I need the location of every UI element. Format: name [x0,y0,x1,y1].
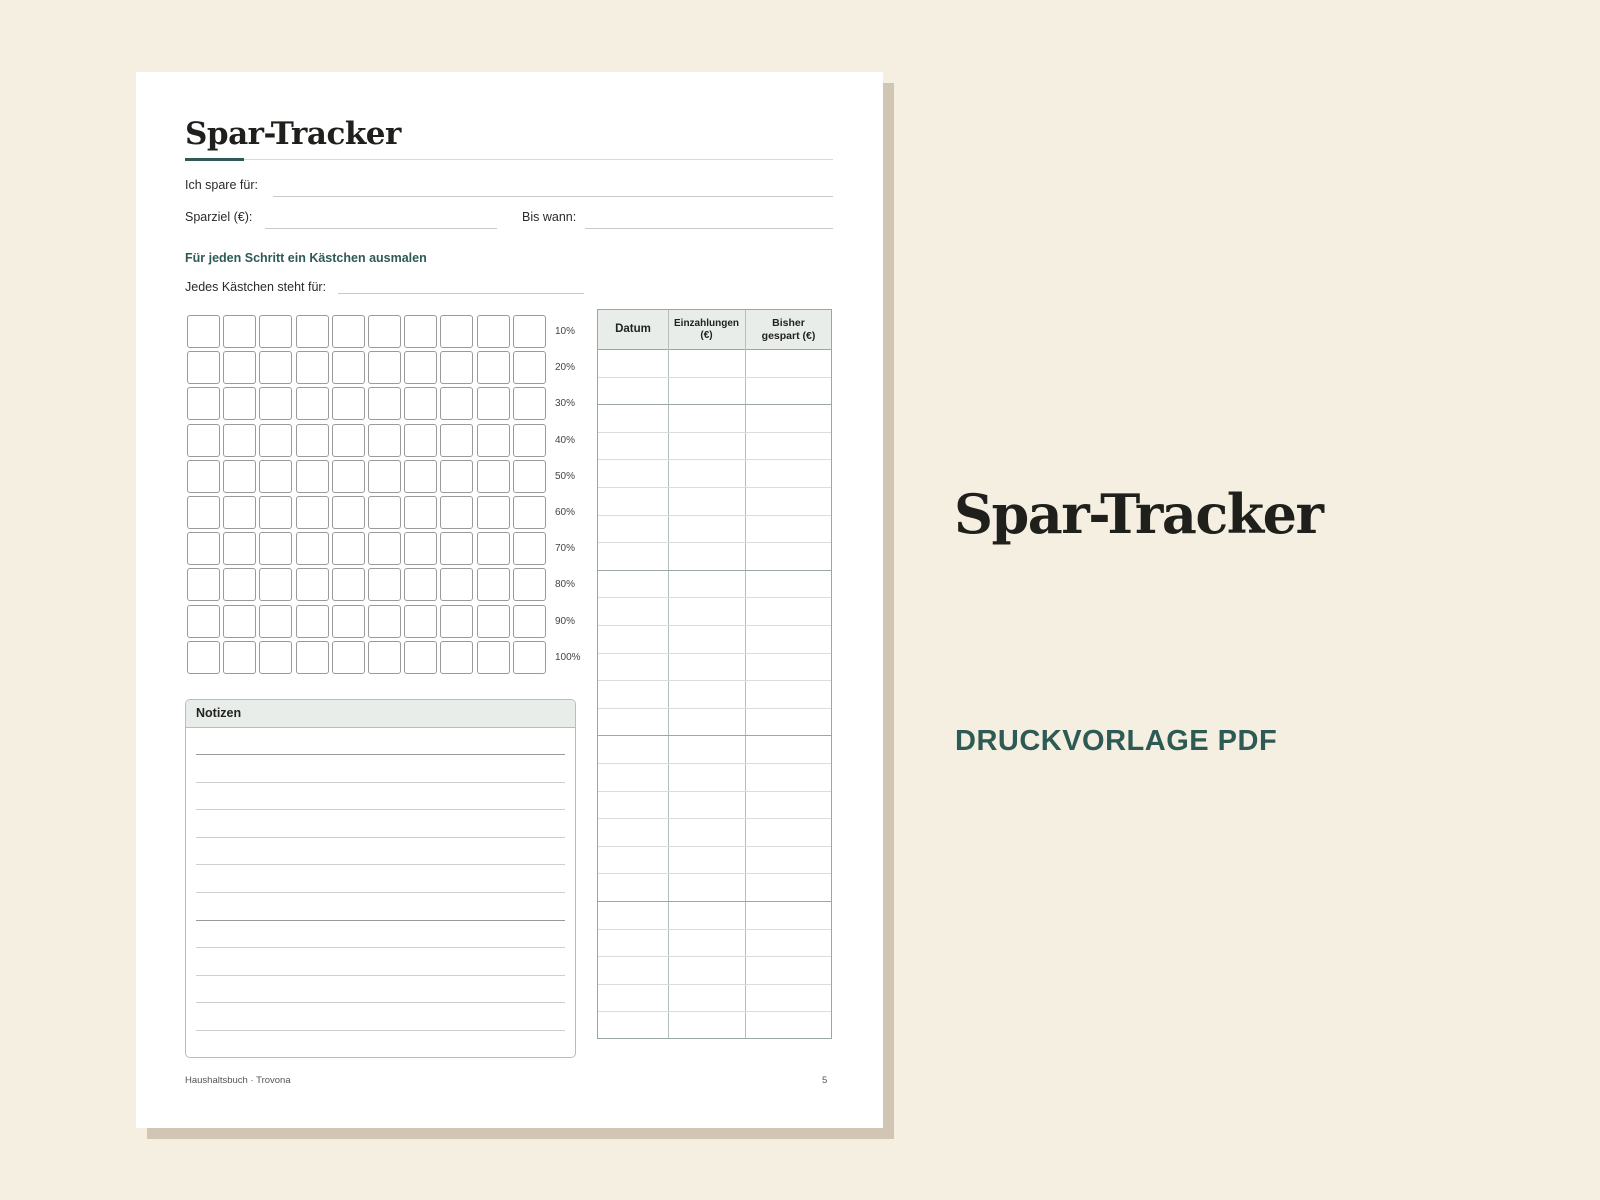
savings-box[interactable] [296,605,329,638]
box-value-line [338,293,584,294]
savings-box[interactable] [513,568,546,601]
savings-box[interactable] [332,351,365,384]
percent-label: 70% [555,543,576,555]
ledger-row-line [598,763,831,764]
savings-box[interactable] [404,351,437,384]
savings-box-grid [187,315,546,674]
ledger-row-line [598,1011,831,1012]
savings-box[interactable] [259,568,292,601]
percent-label: 80% [555,579,576,591]
savings-box[interactable] [259,424,292,457]
savings-box[interactable] [440,532,473,565]
ledger-row-line [598,597,831,598]
savings-box[interactable] [187,424,220,457]
percent-label: 30% [555,398,576,410]
savings-box[interactable] [223,315,256,348]
savings-box[interactable] [223,641,256,674]
instruction-heading: Für jeden Schritt ein Kästchen ausmalen [185,251,427,265]
savings-box[interactable] [368,387,401,420]
savings-box[interactable] [187,496,220,529]
savings-box[interactable] [187,568,220,601]
ledger-row-line [598,873,831,874]
savings-box[interactable] [296,460,329,493]
savings-box[interactable] [477,532,510,565]
savings-box[interactable] [368,532,401,565]
title-rule [185,159,833,160]
savings-box[interactable] [477,568,510,601]
page-number: 5 [822,1075,828,1086]
percent-label: 40% [555,434,576,446]
savings-box[interactable] [223,460,256,493]
savings-box[interactable] [296,387,329,420]
savings-box[interactable] [332,496,365,529]
savings-box[interactable] [259,641,292,674]
deadline-label: Bis wann: [522,210,577,224]
savings-box[interactable] [477,315,510,348]
savings-box[interactable] [404,641,437,674]
savings-box[interactable] [187,387,220,420]
goal-line [265,228,497,229]
savings-box[interactable] [440,315,473,348]
savings-box[interactable] [223,351,256,384]
page-title: Spar-Tracker [185,116,401,152]
savings-box[interactable] [440,568,473,601]
savings-box[interactable] [513,351,546,384]
savings-box[interactable] [513,460,546,493]
ledger-row-line [598,653,831,654]
ledger-row-line [598,680,831,681]
ledger-row-line [598,901,831,902]
savings-box[interactable] [477,641,510,674]
savings-box[interactable] [259,532,292,565]
ledger-row-line [598,570,831,571]
percent-label: 20% [555,362,576,374]
savings-box[interactable] [404,568,437,601]
column-header-deposits: Einzahlungen (€) [674,318,739,341]
savings-box[interactable] [332,387,365,420]
savings-box[interactable] [296,641,329,674]
ledger-row-line [598,984,831,985]
savings-box[interactable] [440,460,473,493]
ledger-row-line [598,735,831,736]
ledger-row-line [598,542,831,543]
promo-subtitle: DRUCKVORLAGE PDF [955,725,1278,757]
savings-box[interactable] [332,532,365,565]
savings-box[interactable] [440,351,473,384]
notes-box [185,699,576,1058]
note-line [196,947,565,948]
savings-box[interactable] [296,351,329,384]
savings-box[interactable] [513,315,546,348]
savings-box[interactable] [223,568,256,601]
ledger-row-line [598,515,831,516]
savings-box[interactable] [187,315,220,348]
savings-box[interactable] [404,532,437,565]
note-line [196,754,565,755]
savings-box[interactable] [440,641,473,674]
note-line [196,864,565,865]
savings-box[interactable] [440,496,473,529]
percent-label: 10% [555,326,576,337]
savings-box[interactable] [296,496,329,529]
note-line [196,782,565,783]
savings-box[interactable] [332,424,365,457]
savings-box[interactable] [259,460,292,493]
savings-box[interactable] [259,496,292,529]
savings-box[interactable] [440,387,473,420]
ledger-table [597,309,832,1039]
saving-for-line [273,196,833,197]
savings-box[interactable] [368,315,401,348]
savings-box[interactable] [223,387,256,420]
savings-box[interactable] [513,605,546,638]
savings-box[interactable] [513,387,546,420]
ledger-row-line [598,487,831,488]
ledger-row-line [598,929,831,930]
ledger-row-line [598,459,831,460]
savings-box[interactable] [259,351,292,384]
savings-box[interactable] [296,315,329,348]
note-line [196,1002,565,1003]
savings-box[interactable] [513,532,546,565]
ledger-row-line [598,818,831,819]
savings-box[interactable] [332,605,365,638]
savings-box[interactable] [477,424,510,457]
savings-box[interactable] [477,460,510,493]
percent-label: 50% [555,470,576,482]
savings-box[interactable] [368,496,401,529]
savings-box[interactable] [404,496,437,529]
savings-box[interactable] [187,532,220,565]
savings-box[interactable] [368,605,401,638]
savings-box[interactable] [477,605,510,638]
title-accent-bar [185,158,244,161]
ledger-row-line [598,846,831,847]
savings-box[interactable] [296,424,329,457]
savings-box[interactable] [296,568,329,601]
note-line [196,975,565,976]
ledger-header-row [598,310,831,350]
deadline-line [585,228,833,229]
note-line [196,1030,565,1031]
savings-box[interactable] [404,424,437,457]
savings-box[interactable] [187,460,220,493]
savings-box[interactable] [477,351,510,384]
savings-box[interactable] [404,460,437,493]
note-line [196,809,565,810]
ledger-row-line [598,625,831,626]
savings-box[interactable] [368,641,401,674]
note-line [196,892,565,893]
ledger-row-line [598,791,831,792]
savings-box[interactable] [332,460,365,493]
promo-title: Spar-Tracker [954,482,1323,546]
box-value-label: Jedes Kästchen steht für: [185,280,327,294]
savings-box[interactable] [368,424,401,457]
savings-box[interactable] [332,641,365,674]
savings-box[interactable] [187,351,220,384]
savings-box[interactable] [368,568,401,601]
savings-box[interactable] [368,351,401,384]
savings-box[interactable] [332,568,365,601]
footer-source: Haushaltsbuch · Trovona [185,1075,291,1086]
percent-label: 90% [555,615,576,627]
savings-box[interactable] [513,424,546,457]
note-line [196,837,565,838]
saving-for-label: Ich spare für: [185,178,258,192]
savings-box[interactable] [477,387,510,420]
savings-box[interactable] [513,496,546,529]
savings-box[interactable] [187,605,220,638]
savings-box[interactable] [440,424,473,457]
goal-label: Sparziel (€): [185,210,253,224]
savings-box[interactable] [296,532,329,565]
ledger-row-line [598,377,831,378]
savings-box[interactable] [440,605,473,638]
column-header-saved: Bisher gespart (€) [761,317,816,342]
savings-box[interactable] [259,387,292,420]
printable-page [136,72,883,1128]
column-header-date: Datum [615,322,651,335]
note-line [196,920,565,921]
savings-box[interactable] [223,424,256,457]
percent-label: 60% [555,507,576,518]
ledger-row-line [598,432,831,433]
ledger-row-line [598,708,831,709]
percent-label: 100% [555,651,581,663]
savings-box[interactable] [513,641,546,674]
savings-box[interactable] [477,496,510,529]
savings-box[interactable] [332,315,365,348]
savings-box[interactable] [223,496,256,529]
savings-box[interactable] [223,532,256,565]
savings-box[interactable] [187,641,220,674]
notes-title: Notizen [186,700,575,728]
savings-box[interactable] [259,605,292,638]
savings-box[interactable] [259,315,292,348]
savings-box[interactable] [404,387,437,420]
savings-box[interactable] [404,605,437,638]
savings-box[interactable] [368,460,401,493]
ledger-row-line [598,956,831,957]
savings-box[interactable] [223,605,256,638]
ledger-row-line [598,404,831,405]
savings-box[interactable] [404,315,437,348]
